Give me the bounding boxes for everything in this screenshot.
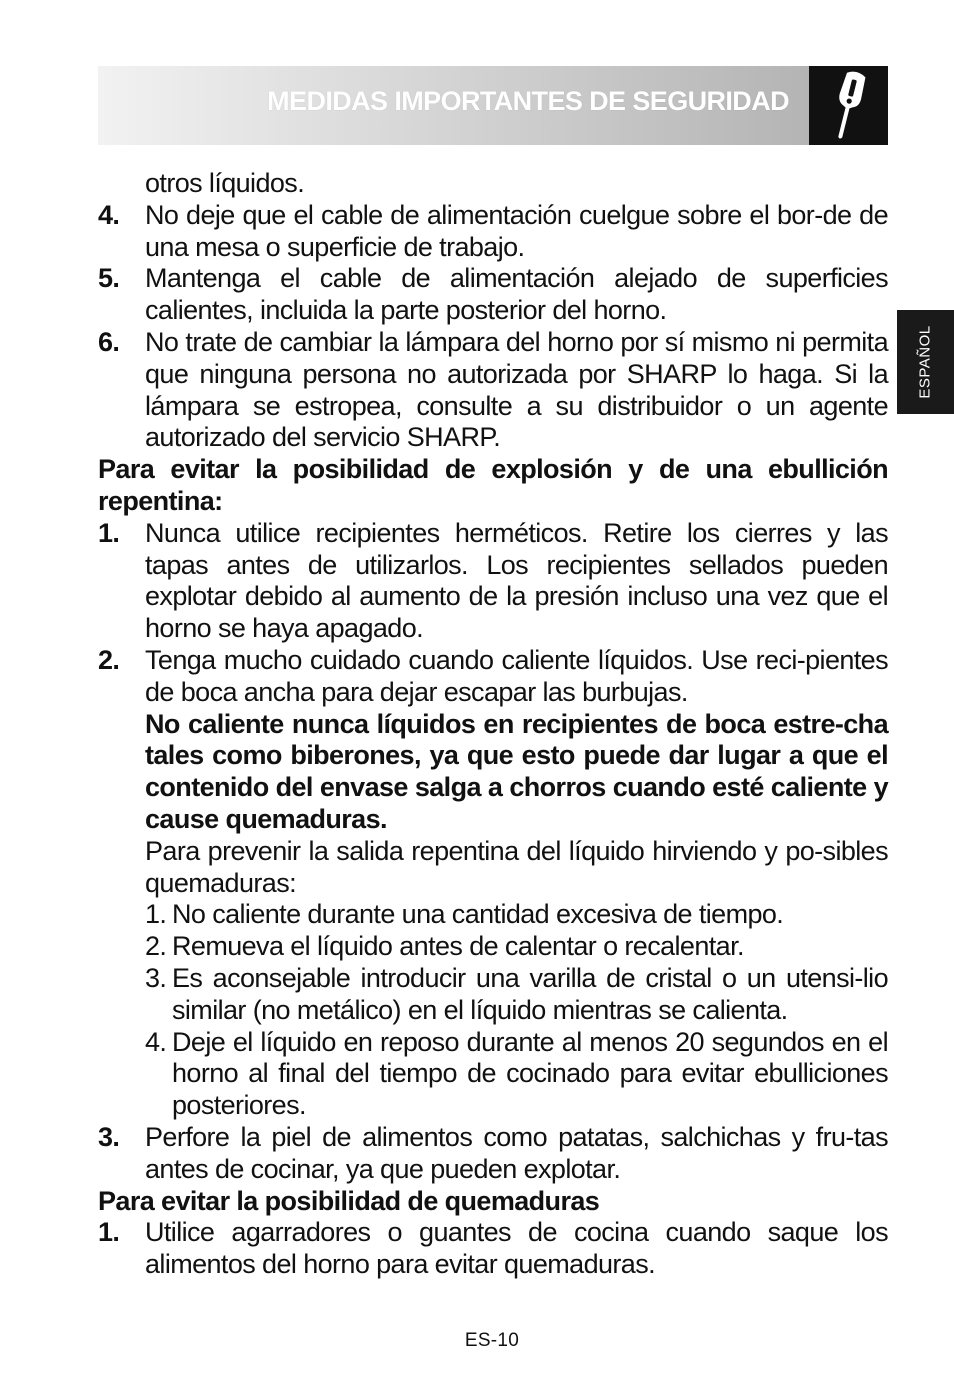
item-number: 1. [98,1217,120,1248]
sub-item-number: 4. [145,1026,167,1057]
list-item [98,327,888,454]
item-number: 2. [98,644,120,675]
item-number: 3. [98,1121,120,1152]
sub-item-text: Remueva el líquido antes de calentar o recalentar. [172,931,744,962]
list-item [98,518,888,645]
page-content [98,168,888,1281]
item-text: Utilice agarradores o guantes de cocina cuando saque los alimentos del horno para evitar quemaduras. [145,1217,888,1280]
item-number: 1. [98,517,120,548]
item-text: No deje que el cable de alimentación cuelgue sobre el bor-de de una mesa o superficie de trabajo. [145,199,888,262]
sub-list-item [145,963,888,1027]
header-bar [98,66,809,145]
section-heading-explosion: Para evitar la posibilidad de explosión y de una ebullición repentina: [98,454,888,516]
list-item [98,1122,888,1186]
sub-item-number: 2. [145,931,167,962]
sub-item-number: 3. [145,962,167,993]
list-item [98,1217,888,1281]
item-text: Mantenga el cable de alimentación alejado de superficies calientes, incluida la parte posterior del horno. [145,263,888,326]
list-item [98,168,888,200]
item-number: 5. [98,263,120,294]
language-tab-label: ESPAÑOL [916,325,934,399]
warning-hand-icon [809,66,888,145]
header-icon-box [809,66,888,145]
header-title: MEDIDAS IMPORTANTES DE SEGURIDAD [267,86,789,116]
list-item [98,263,888,327]
item-text: Tenga mucho cuidado cuando caliente líquidos. Use reci-pientes de boca ancha para dejar escapar las burbujas. [145,644,888,707]
section-heading-burns: Para evitar la posibilidad de quemaduras [98,1185,600,1216]
sub-list-item [145,899,888,931]
item-text: Nunca utilice recipientes herméticos. Retire los cierres y las tapas antes de utilizarlos. Los recipientes sellados pueden explotar debido al aumento de la presión incluso una vez que el horno se haya apagado. [145,517,888,644]
sub-item-text: Es aconsejable introducir una varilla de cristal o un utensi-lio similar (no metálico) en el líquido mientras se calienta. [172,962,888,1025]
item-text: Perfore la piel de alimentos como patatas, salchichas y fru-tas antes de cocinar, ya que pueden explotar. [145,1121,888,1184]
item-number: 6. [98,326,120,357]
list-item [98,645,888,1122]
item-number: 4. [98,199,120,230]
continuation-text: otros líquidos. [145,168,305,198]
prevention-intro: Para prevenir la salida repentina del líquido hirviendo y po-sibles quemaduras: [145,835,888,898]
language-tab [897,310,954,414]
sub-item-text: No caliente durante una cantidad excesiva de tiempo. [172,899,784,930]
page-header [98,66,888,145]
warning-text: No caliente nunca líquidos en recipientes de boca estre-cha tales como biberones, ya que esto puede dar lugar a que el contenido del envase salga a chorros cuando esté caliente y cause quemaduras. [145,708,888,834]
sub-item-text: Deje el líquido en reposo durante al menos 20 segundos en el horno al final del tiempo de cocinado para evitar ebulliciones posteriores. [172,1026,888,1121]
sub-list-item [145,931,888,963]
item-text: No trate de cambiar la lámpara del horno por sí mismo ni permita que ninguna persona no autorizada por SHARP lo haga. Si la lámpara se estropea, consulte a su distribuidor o un agente autorizado del servicio SHARP. [145,326,888,453]
list-item [98,200,888,264]
page-number: ES-10 [464,1330,520,1351]
sub-item-number: 1. [145,899,167,930]
sub-list-item [145,1027,888,1122]
